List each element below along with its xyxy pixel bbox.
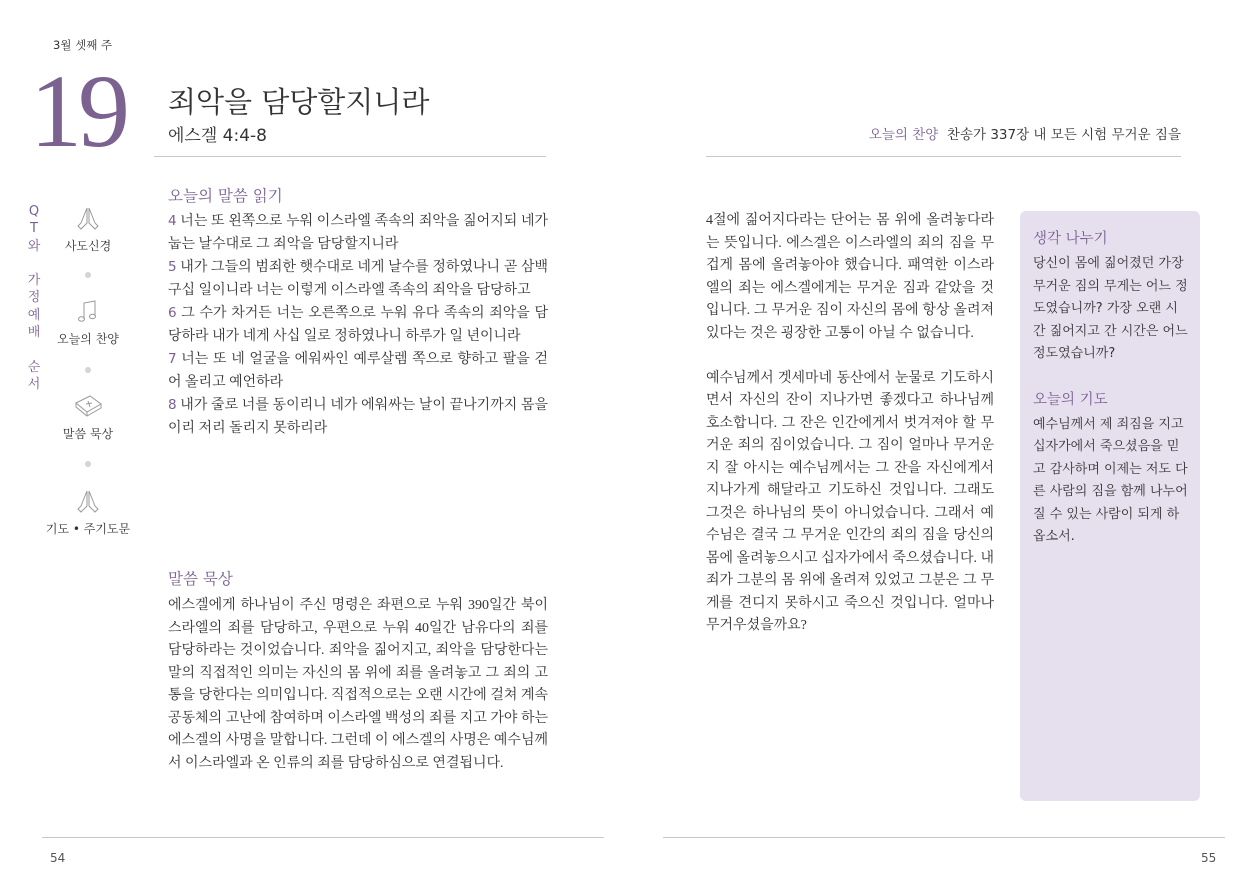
sidebar-item-label: 기도 • 주기도문 (45, 522, 131, 536)
sidebar-item-label: 말씀 묵상 (62, 427, 114, 441)
verse-number: 8 (168, 397, 177, 413)
header-divider-left (154, 156, 546, 157)
header-divider-right (706, 156, 1181, 157)
day-number: 19 (30, 54, 126, 169)
sidebar-item-hymn (38, 298, 138, 347)
hymn-label: 오늘의 찬양 (868, 127, 939, 143)
reading-title: 오늘의 말씀 읽기 (168, 187, 283, 205)
page-number-right: 55 (1201, 851, 1217, 865)
vertical-char (26, 255, 42, 272)
verse-number: 6 (168, 305, 177, 321)
footer-divider-right (663, 837, 1225, 838)
verse (168, 256, 548, 302)
verse-text: 내가 그들의 범죄한 햇수대로 네게 날수를 정하였나니 곧 삼백구십 일이니라 너는 이렇게 이스라엘 족속의 죄악을 담당하고 (168, 260, 548, 298)
week-label: 3월 셋째 주 (53, 38, 113, 52)
verse-number: 4 (168, 213, 177, 229)
paragraph: 4절에 짊어지다라는 단어는 몸 위에 올려놓다라는 뜻입니다. 에스겔은 이스라엘의 죄의 짐을 무겁게 몸에 올려놓아야 했습니다. 패역한 이스라엘의 죄는 에스겔에게는 무거운 짐과 같았을 것입니다. 그 무거운 짐이 자신의 몸에 항상 올려져 있다는 것은 굉장한 고통이 아닐 수 없습니다. (706, 213, 994, 341)
verse-number: 5 (168, 259, 177, 275)
verse (168, 348, 548, 394)
verse-text: 너는 또 왼쪽으로 누워 이스라엘 족속의 죄악을 짊어지되 네가 눕는 날수대로 그 죄악을 담당할지니라 (168, 214, 548, 252)
hymn-line (869, 123, 1181, 143)
sidebar-item-prayer (38, 488, 138, 537)
vertical-char: 예 (27, 307, 41, 323)
meditation-text: 에스겔에게 하나님이 주신 명령은 좌편으로 누워 390일간 북이스라엘의 죄를 담당하고, 우편으로 누워 40일간 남유다의 죄를 담당하라는 것이었습니다. 죄악을 짊어지고, 죄악을 담당한다는 말의 직접적인 의미는 자신의 몸 위에 죄를 올려놓고 그 죄의 고통을 당한다는 의미입니다. 직접적으로는 오랜 시간에 걸쳐 계속 공동체의 고난에 참여하며 이스라엘 백성의 죄를 지고 가야 하는 에스겔의 사명을 말합니다. 그런데 이 에스겔의 사명은 예수님께서 이스라엘과 온 인류의 죄를 담당하심으로 연결됩니다. (168, 598, 548, 771)
verse (168, 210, 548, 256)
hymn-text: 찬송가 337장 내 모든 시험 무거운 짐을 (946, 127, 1181, 143)
paragraph: 예수님께서 겟세마네 동산에서 눈물로 기도하시면서 자신의 잔이 지나가면 좋겠다고 하나님께 호소합니다. 그 잔은 인간에게서 벗겨져야 할 무거운 죄의 짐이었습니다. 그 짐이 얼마나 무거운지 잘 아시는 예수님께서는 그 잔을 자신에게서 지나가게 해달라고 기도하신 것입니다. 그래도 그것은 하나님의 뜻이 아니었습니다. 그래서 예수님은 결국 그 무거운 인간의 죄의 짐을 당신의 몸에 올려놓으시고 십자가에서 죽으셨습니다. 내 죄가 그분의 몸 위에 올려져 있었고 그분은 그 무게를 견디지 못하시고 죽으신 것입니다. 얼마나 무거우셨을까요? (706, 370, 994, 633)
vertical-char: 정 (27, 290, 41, 306)
right-column-text (706, 210, 994, 638)
music-note-icon (73, 298, 103, 326)
sidebar-item-meditation (38, 393, 138, 442)
sharing-box (1020, 211, 1200, 801)
praying-hands-icon (73, 488, 103, 516)
praying-hands-icon (73, 205, 103, 233)
separator-dot (85, 367, 91, 373)
vertical-char: 배 (27, 325, 41, 341)
vertical-char: T (30, 221, 38, 237)
vertical-char: 가 (27, 273, 41, 289)
meditation-title: 말씀 묵상 (168, 570, 233, 588)
bible-icon (72, 393, 104, 421)
sidebar-item-label: 사도신경 (64, 239, 112, 253)
footer-divider-left (42, 837, 604, 838)
verse-text: 그 수가 차거든 너는 오른쪽으로 누워 유다 족속의 죄악을 담당하라 내가 네게 사십 일로 정하였나니 하루가 일 년이니라 (168, 306, 549, 344)
sidebar-item-label: 오늘의 찬양 (57, 332, 119, 346)
scripture-reference: 에스겔 4:4-8 (168, 126, 267, 146)
sidebar-item-creed (38, 205, 138, 254)
page-title: 죄악을 담당할지니라 (168, 85, 430, 119)
vertical-char: Q (28, 204, 40, 219)
prayer-title: 오늘의 기도 (1033, 391, 1108, 408)
separator-dot (85, 272, 91, 278)
verse (168, 302, 548, 348)
vertical-char: 서 (27, 376, 41, 392)
verse (168, 394, 548, 440)
verse-number: 7 (168, 351, 177, 367)
prayer-text: 예수님께서 제 죄짐을 지고 십자가에서 죽으셨음을 믿고 감사하며 이제는 저도 다른 사람의 짐을 함께 나누어 질 수 있는 사람이 되게 하옵소서. (1033, 416, 1188, 544)
share-text: 당신이 몸에 짊어졌던 가장 무거운 짐의 무게는 어느 정도였습니까? 가장 오랜 시간 짊어지고 간 시간은 어느 정도였습니까? (1033, 256, 1188, 361)
share-title: 생각 나누기 (1033, 231, 1108, 247)
vertical-char: 순 (27, 359, 41, 375)
separator-dot (85, 461, 91, 467)
verse-text: 너는 또 네 얼굴을 에워싸인 예루살렘 쪽으로 향하고 팔을 걷어 올리고 예언하라 (168, 352, 549, 390)
vertical-char: 와 (27, 238, 41, 254)
verse-text: 내가 줄로 너를 동이리니 네가 에워싸는 날이 끝나기까지 몸을 이리 저리 돌리지 못하리라 (168, 398, 548, 436)
scripture-passage (168, 210, 548, 440)
page-number-left: 54 (50, 851, 66, 865)
